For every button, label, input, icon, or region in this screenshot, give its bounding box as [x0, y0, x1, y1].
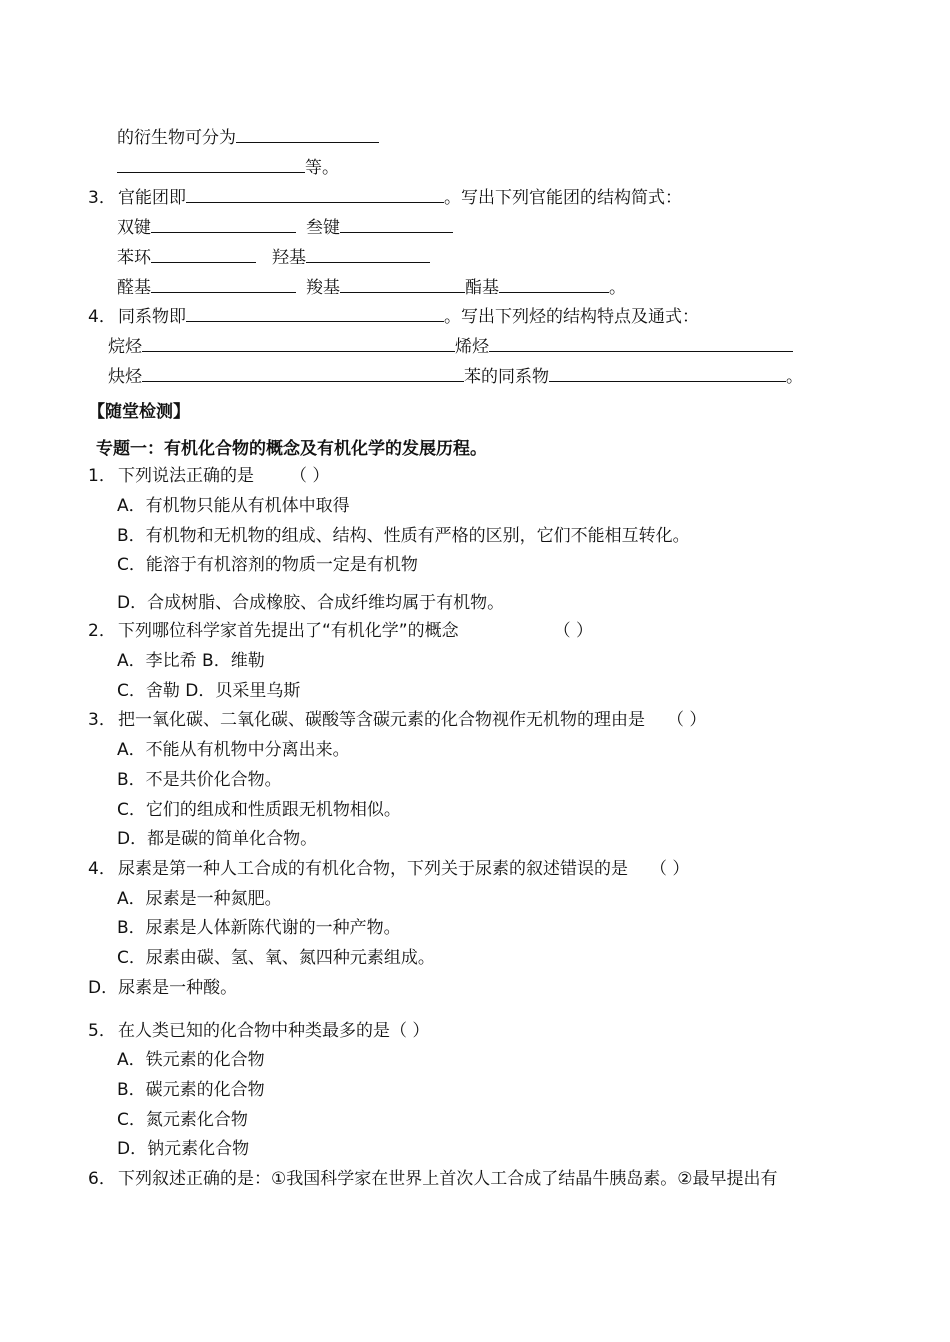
option-2cd[interactable]: C．舍勒 D．贝采里乌斯	[117, 681, 301, 701]
question-number: 5．	[88, 1021, 116, 1041]
question-number: 2．	[88, 621, 116, 641]
derivative-line-2	[117, 155, 339, 179]
question-number: 1．	[88, 466, 116, 486]
double-bond-label: 双键	[117, 218, 151, 238]
alkyne-label: 炔烃	[108, 367, 142, 387]
benzene-ring-label: 苯环	[117, 248, 151, 268]
answer-paren[interactable]: （ ）	[667, 710, 707, 730]
question-text: 下列叙述正确的是：①我国科学家在世界上首次人工合成了结晶牛胰岛素。②最早提出有	[118, 1169, 778, 1189]
blank-benzene-homolog[interactable]	[549, 364, 786, 382]
q4-suffix: 。写出下列烃的结构特点及通式：	[444, 307, 699, 327]
option-4b[interactable]: B．尿素是人体新陈代谢的一种产物。	[117, 918, 401, 938]
option-4d[interactable]: D．尿素是一种酸。	[88, 978, 238, 998]
blank-ester[interactable]	[499, 275, 609, 293]
blank-hydroxyl[interactable]	[306, 245, 430, 263]
question-text: 下列说法正确的是	[118, 466, 254, 486]
question-text: 下列哪位科学家首先提出了“有机化学”的概念	[118, 621, 459, 641]
blank-functional-group[interactable]	[186, 185, 444, 203]
option-5d[interactable]: D．钠元素化合物	[117, 1139, 250, 1159]
blank-alkyne[interactable]	[142, 364, 464, 382]
question-text: 在人类已知的化合物中种类最多的是（ ）	[118, 1021, 430, 1041]
blank-carboxyl[interactable]	[340, 275, 465, 293]
blank-double-bond[interactable]	[151, 215, 296, 233]
alkane-label: 烷烃	[108, 337, 142, 357]
derivative-line-1	[117, 125, 379, 149]
q4-number: 4．	[88, 307, 116, 327]
end-mark: 。	[609, 278, 626, 298]
alkane-alkene-line	[108, 334, 793, 358]
option-3a[interactable]: A．不能从有机物中分离出来。	[117, 740, 350, 760]
alkyne-benzene-line	[108, 364, 803, 388]
option-4a[interactable]: A．尿素是一种氮肥。	[117, 889, 282, 909]
question-2-stem	[88, 620, 593, 642]
question-number: 6．	[88, 1169, 116, 1189]
q4-homolog-line	[88, 304, 699, 328]
q3-prefix: 官能团即	[118, 188, 186, 208]
derivative-suffix: 等。	[305, 158, 339, 178]
quiz-heading: 【随堂检测】	[88, 402, 190, 422]
blank-alkene[interactable]	[489, 334, 793, 352]
topic-heading: 专题一：有机化合物的概念及有机化学的发展历程。	[96, 439, 487, 459]
option-5a[interactable]: A．铁元素的化合物	[117, 1050, 265, 1070]
end-mark-2: 。	[786, 367, 803, 387]
ring-hydroxyl-line	[117, 245, 430, 269]
answer-paren[interactable]: （ ）	[553, 621, 594, 641]
blank-derivatives[interactable]	[236, 125, 379, 143]
option-3c[interactable]: C．它们的组成和性质跟无机物相似。	[117, 800, 401, 820]
carboxyl-label: 羧基	[306, 278, 340, 298]
aldehyde-label: 醛基	[117, 278, 151, 298]
derivative-label: 的衍生物可分为	[117, 128, 236, 148]
q3-suffix: 。写出下列官能团的结构简式：	[444, 188, 682, 208]
q4-prefix: 同系物即	[118, 307, 186, 327]
option-5c[interactable]: C．氮元素化合物	[117, 1110, 248, 1130]
option-3d[interactable]: D．都是碳的简单化合物。	[117, 829, 318, 849]
ester-label: 酯基	[465, 278, 499, 298]
question-text: 尿素是第一种人工合成的有机化合物，下列关于尿素的叙述错误的是	[118, 859, 628, 879]
question-number: 3．	[88, 710, 116, 730]
answer-paren[interactable]: （ ）	[650, 859, 690, 879]
question-5-stem	[88, 1020, 429, 1042]
blank-derivatives-2[interactable]	[117, 155, 305, 173]
option-1a[interactable]: A．有机物只能从有机体中取得	[117, 496, 350, 516]
question-3-stem	[88, 709, 706, 731]
blank-alkane[interactable]	[142, 334, 455, 352]
option-2ab[interactable]: A．李比希 B．维勒	[117, 651, 265, 671]
blank-aldehyde[interactable]	[151, 275, 296, 293]
alkene-label: 烯烃	[455, 337, 489, 357]
question-number: 4．	[88, 859, 116, 879]
question-6-stem	[88, 1168, 777, 1190]
option-1b[interactable]: B．有机物和无机物的组成、结构、性质有严格的区别，它们不能相互转化。	[117, 526, 690, 546]
benzene-homolog-label: 苯的同系物	[464, 367, 549, 387]
blank-homolog[interactable]	[186, 304, 444, 322]
option-5b[interactable]: B．碳元素的化合物	[117, 1080, 265, 1100]
triple-bond-label: 叁键	[306, 218, 340, 238]
hydroxyl-label: 羟基	[272, 248, 306, 268]
answer-paren[interactable]: （ ）	[290, 466, 330, 486]
q3-number: 3．	[88, 188, 116, 208]
option-3b[interactable]: B．不是共价化合物。	[117, 770, 282, 790]
option-1d[interactable]: D．合成树脂、合成橡胶、合成纤维均属于有机物。	[117, 593, 505, 613]
question-text: 把一氧化碳、二氧化碳、碳酸等含碳元素的化合物视作无机物的理由是	[118, 710, 645, 730]
option-1c[interactable]: C．能溶于有机溶剂的物质一定是有机物	[117, 555, 418, 575]
q3-functional-group-line	[88, 185, 682, 209]
aldehyde-carboxyl-ester-line	[117, 275, 626, 299]
question-4-stem	[88, 858, 689, 880]
blank-benzene-ring[interactable]	[151, 245, 256, 263]
blank-triple-bond[interactable]	[340, 215, 453, 233]
bonds-line	[117, 215, 453, 239]
option-4c[interactable]: C．尿素由碳、氢、氧、氮四种元素组成。	[117, 948, 435, 968]
question-1-stem	[88, 465, 329, 487]
